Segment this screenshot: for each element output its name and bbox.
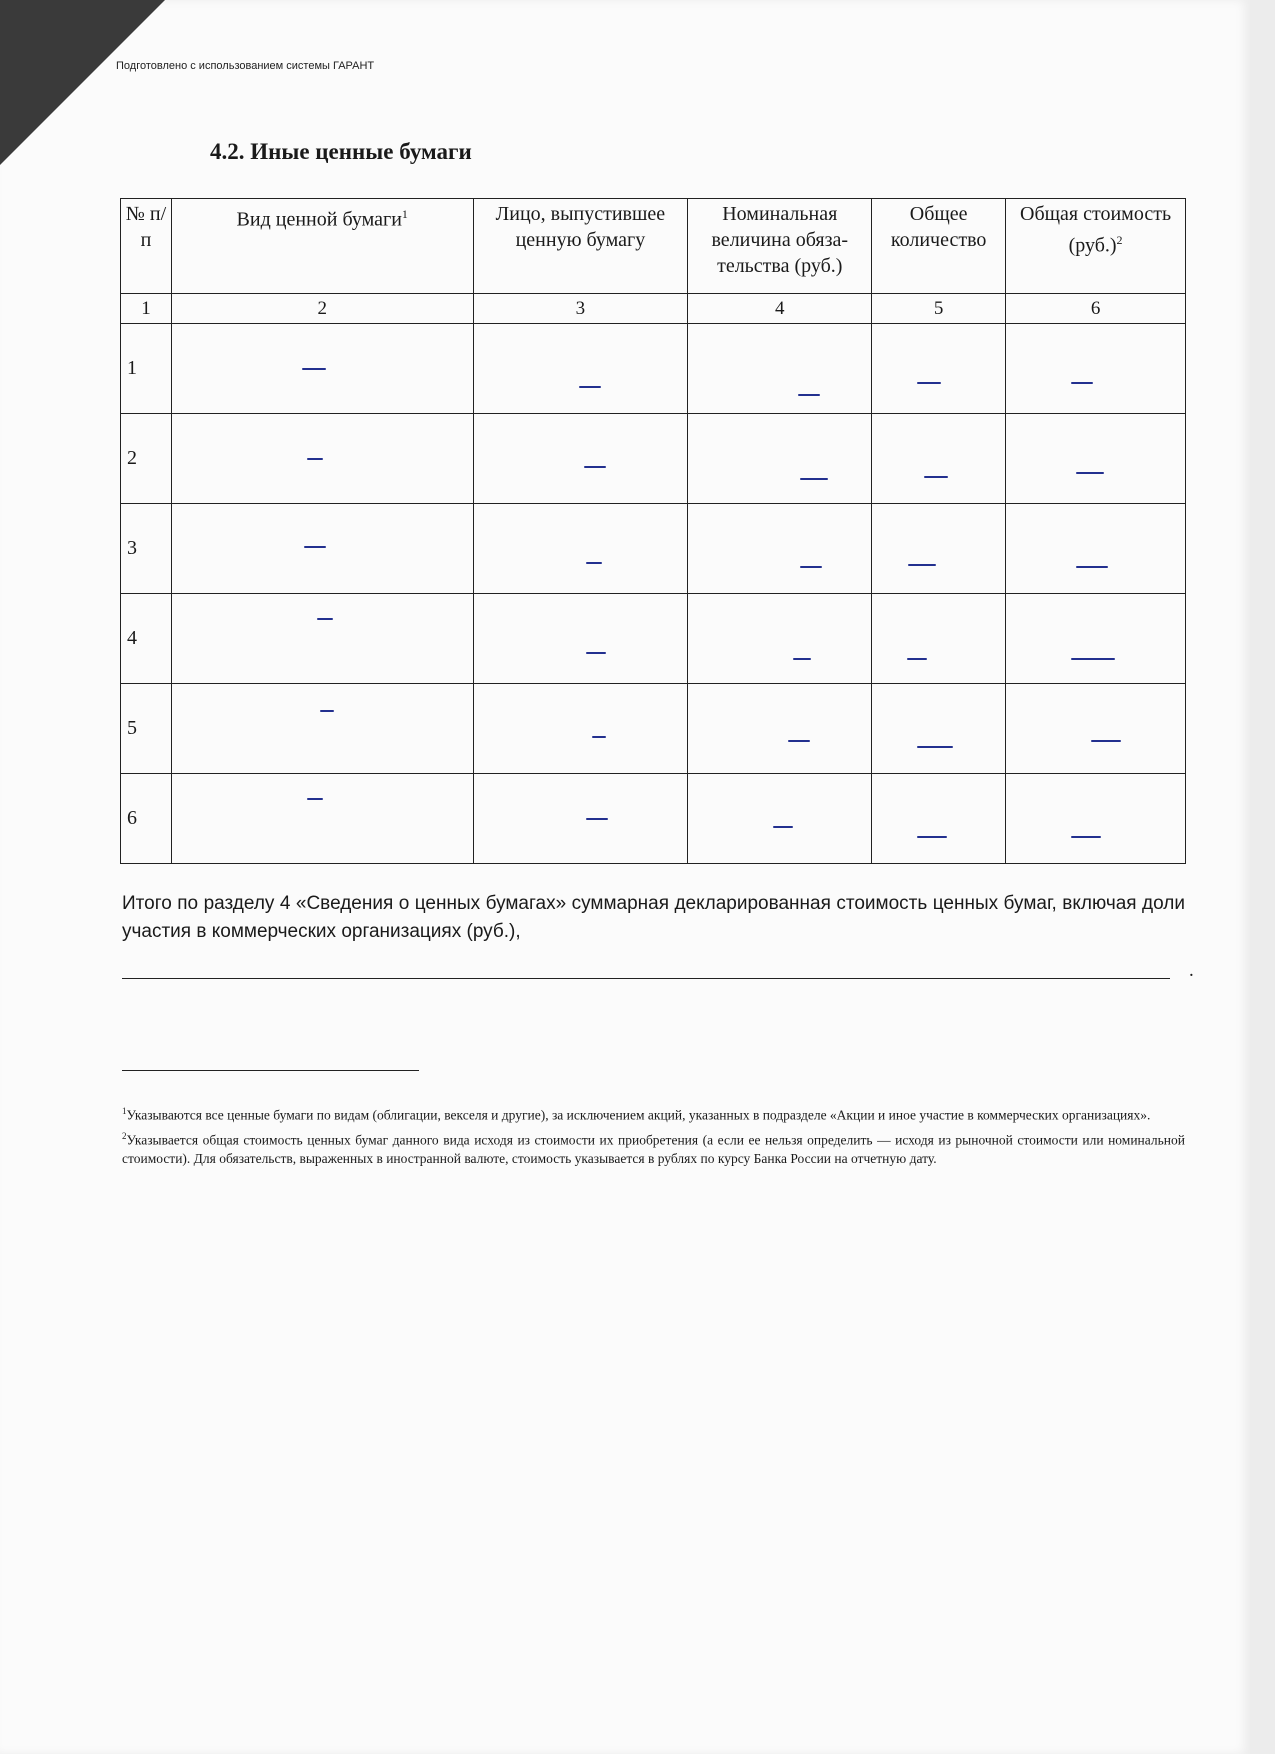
handwritten-dash	[917, 382, 941, 384]
header-cell-total-value: Общая стоимость $(руб.)^2$	[1006, 199, 1186, 294]
handwritten-dash	[773, 826, 793, 828]
table-cell	[473, 324, 688, 414]
handwritten-dash	[1076, 472, 1104, 474]
footnote-1: $^1$Указываются все ценные бумаги по видам (облигации, векселя и другие), за исключением акций, указанных в подразделе «Акции и иное участие в коммерческих организациях».	[122, 1106, 1151, 1123]
column-number-row	[121, 294, 1186, 324]
handwritten-dash	[586, 562, 602, 564]
table-cell	[688, 684, 872, 774]
handwritten-dash	[302, 368, 326, 370]
table-cell	[688, 594, 872, 684]
handwritten-dash	[788, 740, 810, 742]
section-summary: Итого по разделу 4 «Сведения о ценных бумагах» суммарная декларированная стоимость ценных бумаг, включая доли участия в коммерческих организациях (руб.),	[122, 893, 1185, 942]
section-title: 4.2. Иные ценные бумаги	[210, 139, 472, 164]
table-row	[121, 414, 1186, 504]
table-cell	[688, 414, 872, 504]
table-cell	[473, 504, 688, 594]
row-number: 6	[121, 774, 172, 864]
header-cell-number: № п/п	[121, 199, 172, 294]
table-cell	[872, 504, 1006, 594]
handwritten-dash	[579, 386, 601, 388]
table-row	[121, 504, 1186, 594]
row-number: 4	[121, 594, 172, 684]
table-cell	[688, 324, 872, 414]
table-row	[121, 324, 1186, 414]
handwritten-dash	[307, 458, 323, 460]
footnote-ref-1: 1	[401, 207, 408, 221]
footnote-divider	[122, 1070, 419, 1071]
folded-corner	[0, 0, 165, 165]
handwritten-dash	[1071, 382, 1093, 384]
table-cell	[1006, 324, 1186, 414]
table-cell	[1006, 684, 1186, 774]
table-row	[121, 684, 1186, 774]
handwritten-dash	[304, 546, 326, 548]
table-cell	[1006, 414, 1186, 504]
handwritten-dash	[917, 836, 947, 838]
handwritten-dash	[1091, 740, 1121, 742]
table-header-row	[121, 199, 1186, 294]
footnote-2: $^2$Указывается общая стоимость ценных бумаг данного вида исходя из стоимости их приобретения (а если ее нельзя определить — исходя из рыночной стоимости или номинальной стоимости). Для обязательств, выраженных в иностранной валюте, стоимость указывается в рублях по курсу Банка России на отчетную дату.	[122, 1130, 1185, 1166]
handwritten-dash	[908, 564, 936, 566]
row-number: 2	[121, 414, 172, 504]
table-cell	[473, 414, 688, 504]
row-number: 5	[121, 684, 172, 774]
header-note: Подготовлено с использованием системы ГАРАНТ	[116, 60, 375, 72]
handwritten-dash	[793, 658, 811, 660]
table-cell	[473, 684, 688, 774]
handwritten-dash	[800, 478, 828, 480]
row-number: 1	[121, 324, 172, 414]
column-number: 2	[171, 294, 473, 324]
table-cell	[688, 774, 872, 864]
header-cell-security-type: Вид ценной бумаги$^1$	[171, 199, 473, 294]
summary-line-end: .	[1189, 960, 1194, 981]
table-cell	[1006, 594, 1186, 684]
handwritten-dash	[800, 566, 822, 568]
handwritten-dash	[307, 798, 323, 800]
table-cell	[171, 504, 473, 594]
handwritten-dash	[1076, 566, 1108, 568]
header-cell-total-quantity: Общее количество	[872, 199, 1006, 294]
table-cell	[872, 594, 1006, 684]
handwritten-dash	[317, 618, 333, 620]
column-number: 5	[872, 294, 1006, 324]
summary-blank-line	[122, 978, 1170, 979]
column-number: 4	[688, 294, 872, 324]
column-number: 6	[1006, 294, 1186, 324]
handwritten-dash	[320, 710, 334, 712]
table-row	[121, 774, 1186, 864]
table-cell	[1006, 774, 1186, 864]
handwritten-dash	[798, 394, 820, 396]
footnotes	[122, 1102, 1185, 1170]
table-cell	[1006, 504, 1186, 594]
table-cell	[171, 414, 473, 504]
header-cell-issuer: Лицо, выпустившее ценную бумагу	[473, 199, 688, 294]
handwritten-dash	[584, 466, 606, 468]
handwritten-dash	[1071, 836, 1101, 838]
table-cell	[171, 684, 473, 774]
table-cell	[688, 504, 872, 594]
handwritten-dash	[586, 652, 606, 654]
handwritten-dash	[592, 736, 606, 738]
table-cell	[473, 594, 688, 684]
column-number: 3	[473, 294, 688, 324]
handwritten-dash	[907, 658, 927, 660]
column-number: 1	[121, 294, 172, 324]
table-cell	[171, 594, 473, 684]
table-cell	[872, 324, 1006, 414]
table-cell	[171, 324, 473, 414]
table-cell	[872, 684, 1006, 774]
table-cell	[473, 774, 688, 864]
header-cell-nominal-value: Номинальная величина обяза-тельства (руб.)	[688, 199, 872, 294]
handwritten-dash	[924, 476, 948, 478]
table-cell	[872, 774, 1006, 864]
footnote-ref-2: 2	[1116, 233, 1123, 247]
handwritten-dash	[1071, 658, 1115, 660]
row-number: 3	[121, 504, 172, 594]
table-row	[121, 594, 1186, 684]
table-cell	[171, 774, 473, 864]
handwritten-dash	[917, 746, 953, 748]
table-cell	[872, 414, 1006, 504]
handwritten-dash	[586, 818, 608, 820]
securities-table	[120, 198, 1186, 864]
